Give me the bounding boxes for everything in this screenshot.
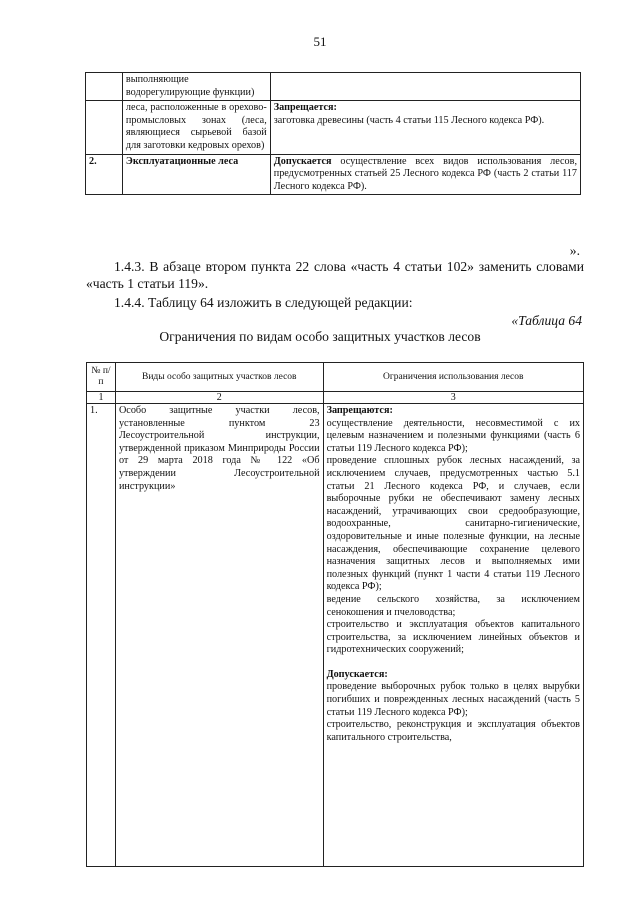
- column-number: 1: [87, 392, 116, 404]
- forest-type: выполняющие водорегулирующие функции): [122, 73, 270, 101]
- column-number: 3: [323, 392, 583, 404]
- restriction-text: заготовка древесины (часть 4 статьи 115 Лесного кодекса РФ).: [273, 114, 545, 126]
- row-number: [86, 101, 123, 154]
- header-restrictions: Ограничения использования лесов: [323, 363, 583, 392]
- column-number: 2: [115, 392, 323, 404]
- prohibited-item: ведение сельского хозяйства, за исключением сенокошения и пчеловодства;: [326, 593, 580, 618]
- restriction-cell: [270, 73, 580, 101]
- paragraph-1-4-4: 1.4.4. Таблицу 64 изложить в следующей редакции:: [114, 295, 413, 310]
- restriction-cell: [270, 154, 580, 195]
- restriction-heading: Запрещается:: [273, 102, 337, 114]
- restriction-text: осуществление всех видов использования лесов, предусмотренных статьей 25 Лесного кодекса РФ (часть 2 статьи 117 Лесного кодекса РФ).: [273, 155, 578, 192]
- table-64: [86, 362, 584, 867]
- forest-type: леса, расположенные в орехово-промысловых зонах (леса, являющиеся сырьевой базой для заготовки кедровых орехов): [122, 101, 270, 154]
- table-row: [86, 101, 581, 154]
- row-number: [86, 73, 123, 101]
- prohibited-item: строительство и эксплуатация объектов капитального строительства, за исключением линейных объектов и гидротехнических сооружений;: [326, 619, 580, 656]
- row-number: 2.: [86, 154, 123, 195]
- table-row: [86, 73, 581, 101]
- header-number: № п/п: [87, 363, 116, 392]
- column-number-row: [87, 392, 584, 404]
- prohibited-item: осуществление деятельности, несовместимой с их целевым назначением и полезными функциями (часть 6 статьи 119 Лесного кодекса РФ);: [326, 417, 580, 454]
- prohibited-item: проведение сплошных рубок лесных насаждений, за исключением случаев, предусмотренных частью 5.1 статьи 21 Лесного кодекса РФ, и случаев, если выборочные рубки не обеспечивают замену лесных насаждений, утрачивающих свои средообразующие, водоохранные, санитарно-гигиенические, оздоровительные и иные полезные функции, на лесные насаждения, обеспечивающие сохранение целевого назначения защитных лесов и выполняемых ими полезных функций (пункт 1 части 4 статьи 119 Лесного кодекса РФ);: [326, 455, 580, 593]
- allowed-heading: Допускается:: [326, 668, 388, 680]
- header-forest-type: Виды особо защитных участков лесов: [115, 363, 323, 392]
- paragraph-1-4-3: 1.4.3. В абзаце втором пункта 22 слова «часть 4 статьи 102» заменить словами «часть 1 статьи 119».: [86, 259, 584, 291]
- table-header-row: [87, 363, 584, 392]
- page-number: 51: [313, 34, 327, 49]
- allowed-item: строительство, реконструкция и эксплуатация объектов капитального строительства,: [326, 719, 580, 743]
- table-row: [87, 404, 584, 867]
- row-number: 1.: [87, 404, 116, 867]
- table-title: Ограничения по видам особо защитных участков лесов: [159, 329, 481, 344]
- forest-type: Особо защитные участки лесов, установленные пунктом 23 Лесоустроительной инструкции, утвержденной приказом Минприроды России от 29 марта 2018 года № 122 «Об утверждении Лесоустроительной инструкции»: [115, 404, 323, 867]
- restriction-cell: [270, 101, 580, 154]
- table-row: [86, 154, 581, 195]
- table-label: «Таблица 64: [511, 313, 582, 328]
- forest-type: Эксплуатационные леса: [122, 154, 270, 195]
- restriction-heading: Допускается: [273, 155, 332, 167]
- allowed-item: проведение выборочных рубок только в целях вырубки погибших и поврежденных лесных насаждений (часть 5 статьи 119 Лесного кодекса РФ);: [326, 681, 580, 718]
- continued-table: [85, 72, 581, 195]
- closing-quote: ».: [569, 243, 580, 258]
- restriction-cell: [323, 404, 583, 867]
- prohibited-heading: Запрещаются:: [326, 405, 393, 416]
